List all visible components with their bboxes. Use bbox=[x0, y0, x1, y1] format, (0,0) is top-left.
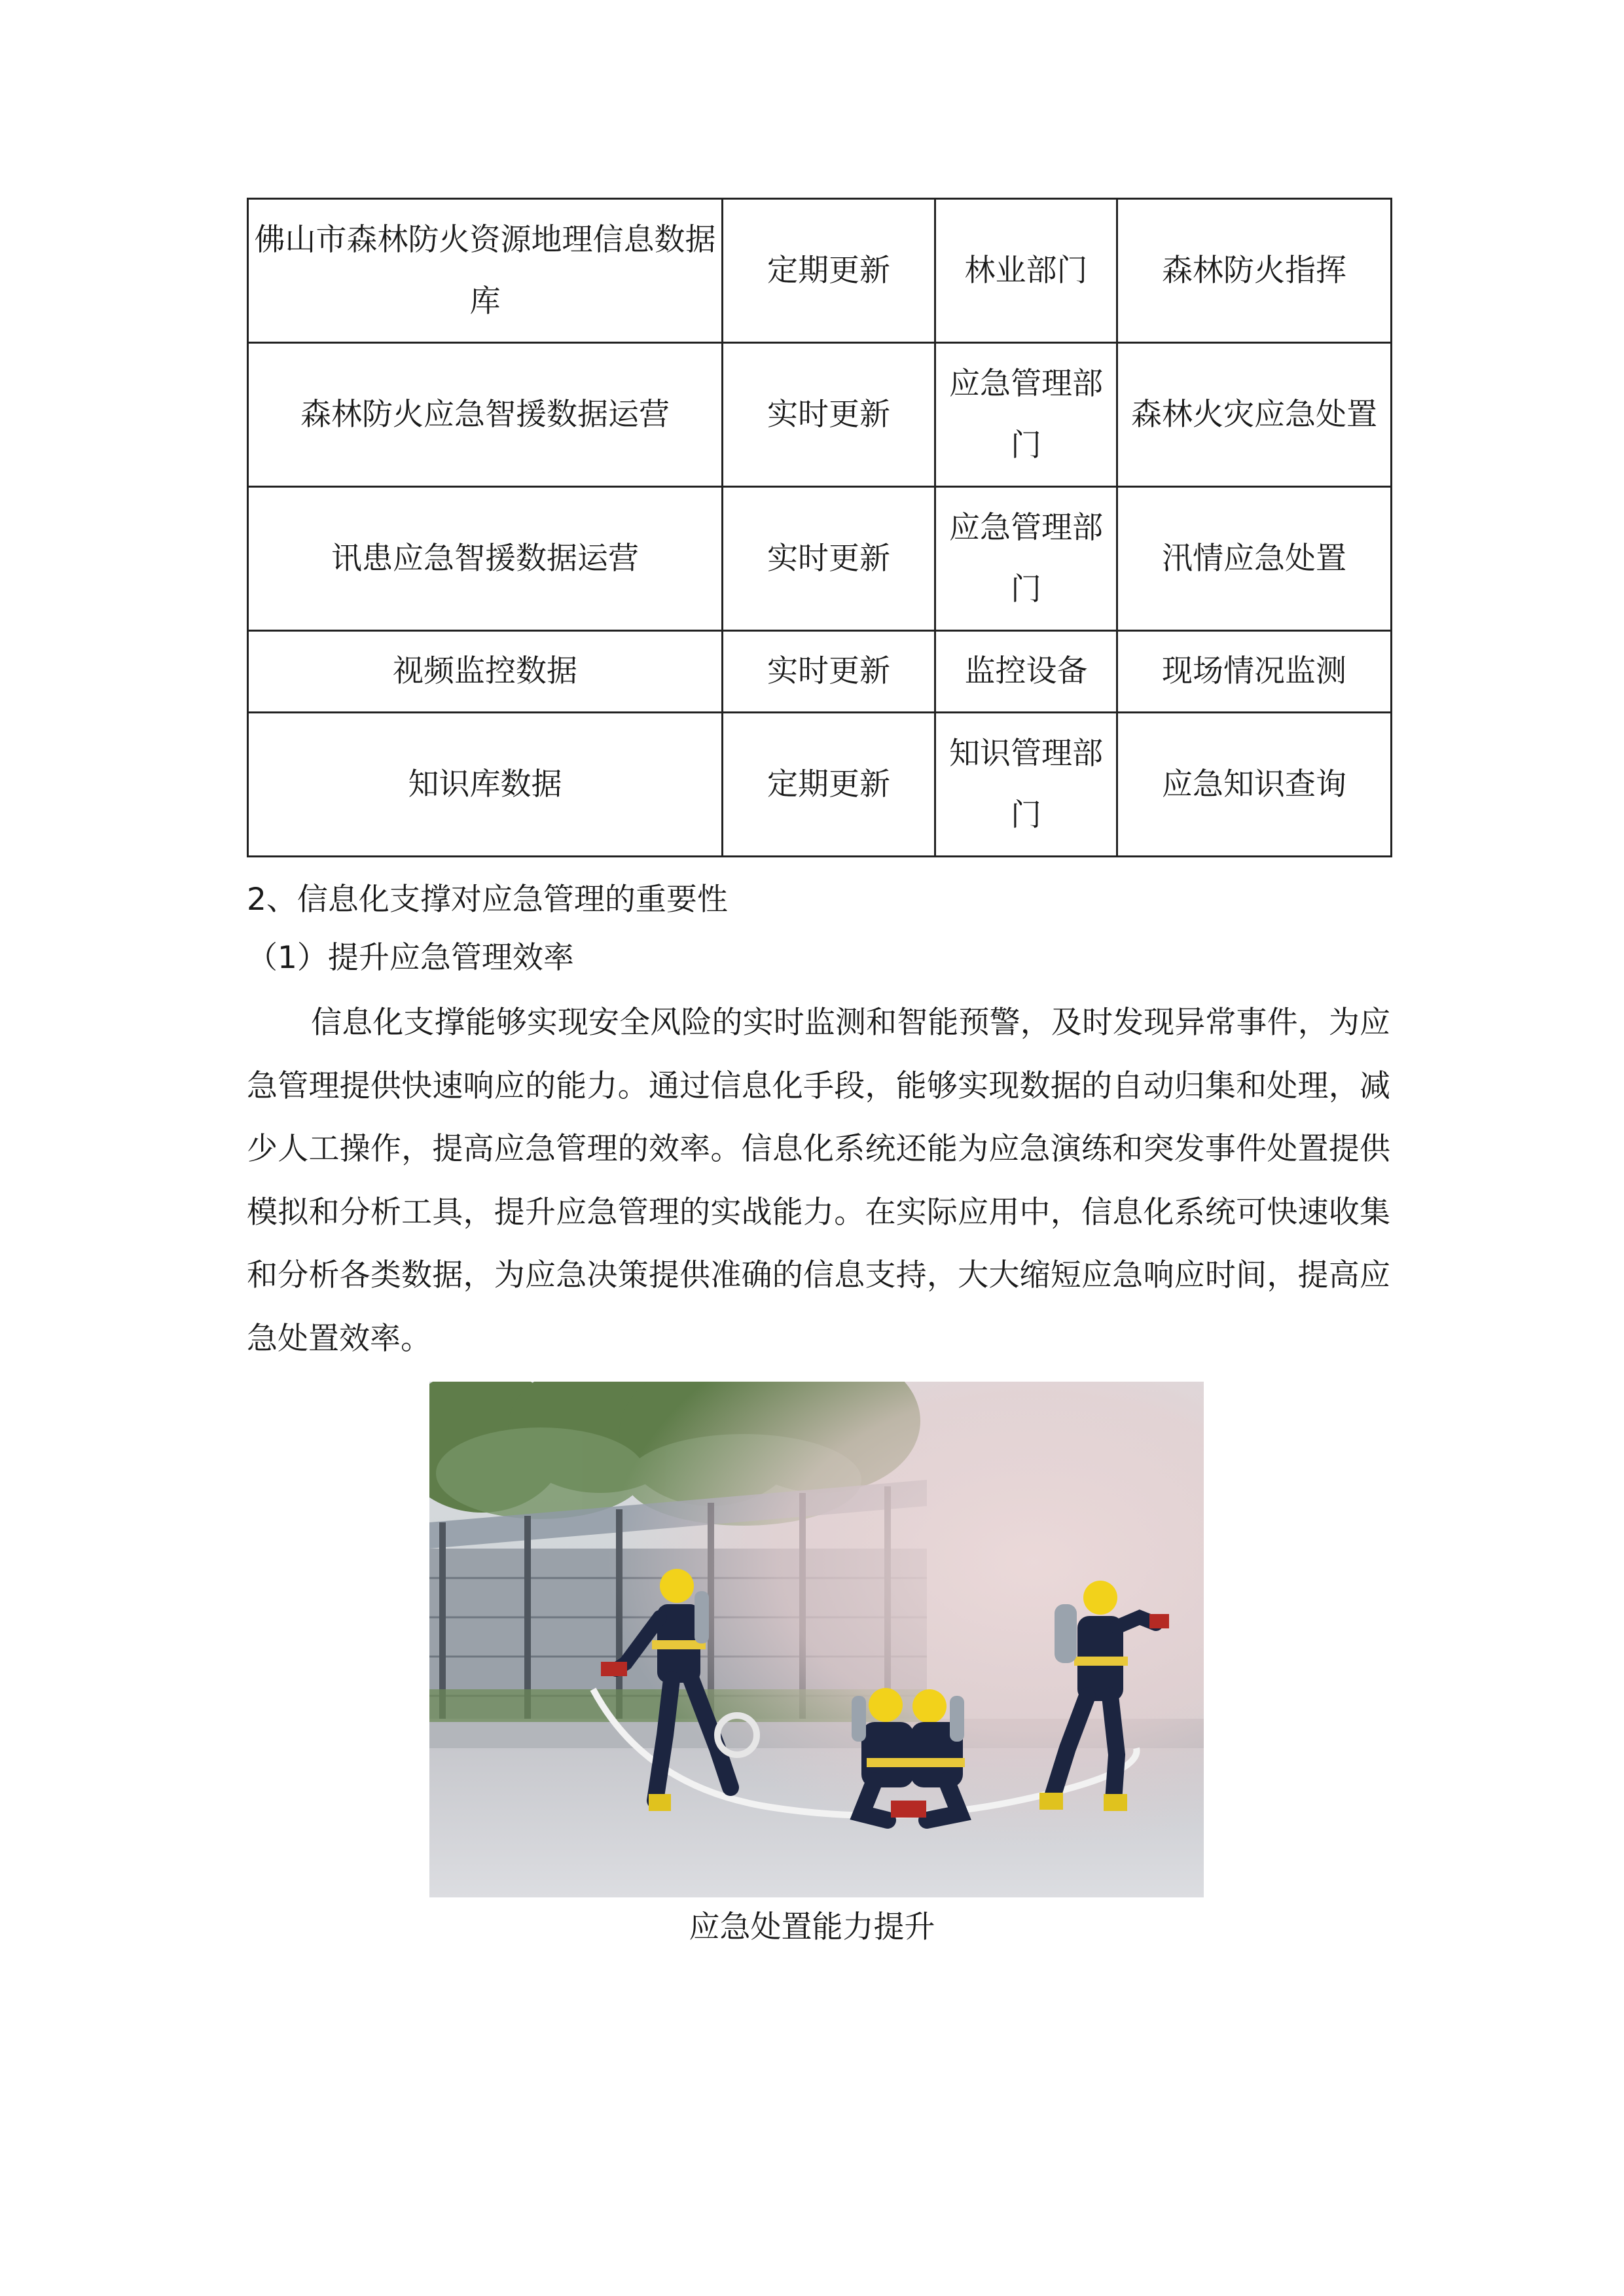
table-cell-update-mode: 实时更新 bbox=[723, 343, 935, 487]
table-cell-update-mode: 定期更新 bbox=[723, 713, 935, 857]
section-heading: 2、信息化支撑对应急管理的重要性 bbox=[247, 882, 728, 918]
table-row bbox=[248, 487, 1392, 631]
table-cell-usage: 森林防火指挥 bbox=[1117, 199, 1392, 343]
subsection-heading: （1）提升应急管理效率 bbox=[247, 940, 574, 976]
table-cell-usage: 汛情应急处置 bbox=[1117, 487, 1392, 631]
table-cell-usage: 应急知识查询 bbox=[1117, 713, 1392, 857]
table-cell-update-mode: 实时更新 bbox=[723, 487, 935, 631]
table-cell-data-name: 佛山市森林防火资源地理信息数据库 bbox=[248, 199, 723, 343]
table-cell-source: 应急管理部门 bbox=[935, 343, 1117, 487]
table-cell-update-mode: 实时更新 bbox=[723, 631, 935, 713]
table-cell-source: 应急管理部门 bbox=[935, 487, 1117, 631]
table-row bbox=[248, 631, 1392, 713]
table-cell-update-mode: 定期更新 bbox=[723, 199, 935, 343]
table-cell-data-name: 讯患应急智援数据运营 bbox=[248, 487, 723, 631]
table-cell-usage: 现场情况监测 bbox=[1117, 631, 1392, 713]
table-cell-source: 知识管理部门 bbox=[935, 713, 1117, 857]
body-paragraph: 信息化支撑能够实现安全风险的实时监测和智能预警，及时发现异常事件，为应急管理提供快速响应的能力。通过信息化手段，能够实现数据的自动归集和处理，减少人工操作，提高应急管理的效率。信息化系统还能为应急演练和突发事件处置提供模拟和分析工具，提升应急管理的实战能力。在实际应用中，信息化系统可快速收集和分析各类数据，为应急决策提供准确的信息支持，大大缩短应急响应时间，提高应急处置效率。 bbox=[247, 1005, 1390, 1357]
table-cell-data-name: 视频监控数据 bbox=[248, 631, 723, 713]
table-cell-data-name: 知识库数据 bbox=[248, 713, 723, 857]
table-row bbox=[248, 343, 1392, 487]
table-cell-data-name: 森林防火应急智援数据运营 bbox=[248, 343, 723, 487]
table-row bbox=[248, 713, 1392, 857]
table-cell-usage: 森林火灾应急处置 bbox=[1117, 343, 1392, 487]
figure-caption: 应急处置能力提升 bbox=[689, 1909, 935, 1945]
table-row bbox=[248, 199, 1392, 343]
data-resource-table bbox=[247, 198, 1392, 857]
firefighter-drill-photo bbox=[429, 1382, 1204, 1897]
table-cell-source: 林业部门 bbox=[935, 199, 1117, 343]
table-cell-source: 监控设备 bbox=[935, 631, 1117, 713]
